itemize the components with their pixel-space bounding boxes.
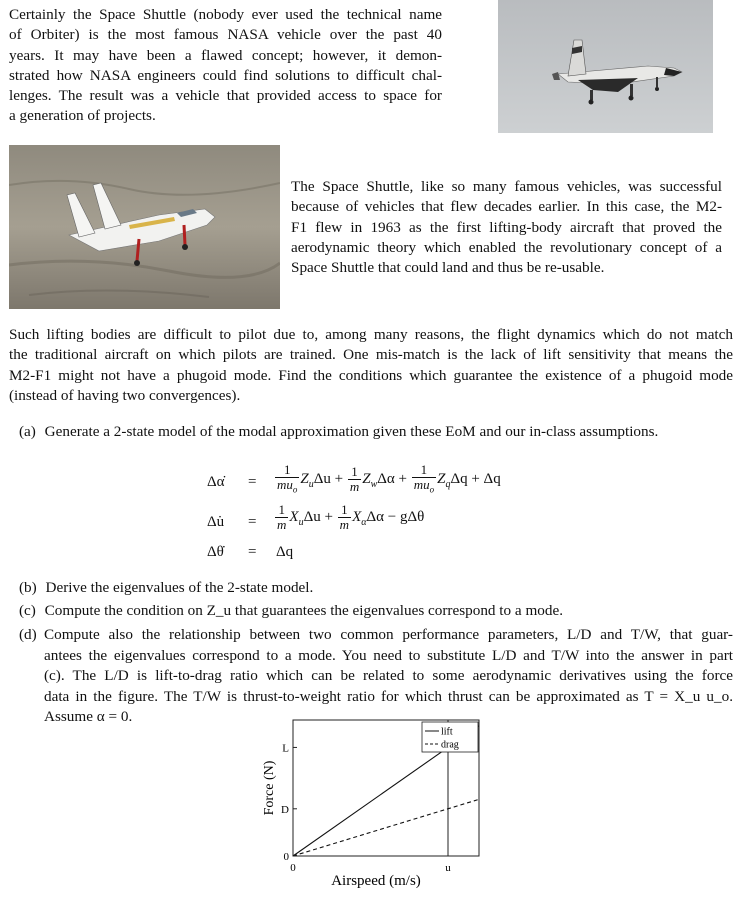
- text-line: Space Shuttle that could land and thus be re-usable.: [291, 259, 605, 277]
- chart-svg: [255, 715, 485, 890]
- m2f1-paragraph: [291, 177, 722, 278]
- x-tick-label: 0: [290, 862, 296, 874]
- y-tick-label: L: [282, 742, 289, 755]
- legend-label-lift: lift: [441, 726, 453, 738]
- question-a: [19, 422, 733, 443]
- eom-lhs: Δθ̇: [207, 544, 224, 560]
- eom-rhs-2: $\frac{1}{m}$ $X_u\Delta u$ + $\frac{1}{m}$ $X_\alpha\Delta\alpha - g\Delta\theta$: [277, 502, 425, 532]
- text-line: because of vehicles that flew decades earlier. In this case, the M2-: [291, 198, 722, 216]
- text-line: antees the eigenvalues correspond to a mode. You need to substitute L/D and T/W into the answer in part: [44, 646, 733, 664]
- question-label: (b): [19, 579, 37, 596]
- eom-equals: =: [248, 474, 257, 490]
- m2f1-photo: [9, 145, 280, 309]
- text-line: data in the figure. The T/W is thrust-to-weight ratio for which thrust can be approximated as T = X_u u_o.: [44, 687, 733, 705]
- text-line: a generation of projects.: [9, 107, 156, 125]
- question-text: Compute the condition on Z_u that guarantees the eigenvalues correspond to a mode.: [44, 602, 563, 619]
- text-line: Assume α = 0.: [44, 708, 133, 725]
- text-line: years. It may have been a flawed concept; however, it demon-: [9, 46, 442, 64]
- text-line: (c). The L/D is lift-to-drag ratio which can be related to some aerodynamic derivatives using the force: [44, 667, 733, 684]
- x-tick-label: u: [445, 862, 451, 874]
- text-line: Certainly the Space Shuttle (nobody ever used the technical name: [9, 6, 442, 23]
- eom-rhs-1: $\frac{1}{mu_o}$ $Z_u\Delta u$ + $\frac{1}{m}$ $Z_w\Delta\alpha$ + $\frac{1}{mu_o}$ $Z_q\Delta q + \Delta q$: [277, 462, 501, 495]
- question-label: (d): [19, 626, 37, 643]
- text-line: Compute also the relationship between two common performance parameters, L/D and T/W, that guar-: [44, 626, 733, 643]
- text-line: (instead of having two convergences).: [9, 386, 241, 404]
- legend-label-drag: drag: [441, 739, 459, 751]
- text-line: F1 flew in 1963 as the first lifting-body aircraft that proved the: [291, 218, 722, 236]
- text-line: aerodynamic theory which enabled the revolutionary concept of a: [291, 238, 722, 256]
- question-text: Derive the eigenvalues of the 2-state model.: [45, 579, 314, 596]
- force-airspeed-chart: [255, 715, 485, 890]
- text-line: lenges. The result was a vehicle that provided access to space for: [9, 87, 442, 105]
- eom-rhs-3: Δq: [276, 544, 294, 560]
- text-line: M2-F1 might not have a phugoid mode. Find the conditions which guarantee the existence of a phugoid mode: [9, 366, 733, 384]
- text-line: the traditional aircraft on which pilots are trained. One mis-match is the lack of lift sensitivity that means the: [9, 346, 733, 364]
- question-label: (a): [19, 423, 36, 440]
- question-b: [19, 578, 733, 599]
- eom-lhs: Δα̇: [207, 474, 225, 490]
- eom-lhs: Δu̇: [207, 514, 225, 530]
- question-label: (c): [19, 602, 36, 619]
- text-line: Such lifting bodies are difficult to pilot due to, among many reasons, the flight dynamics which do not match: [9, 326, 733, 343]
- y-axis-label: Force (N): [262, 760, 277, 816]
- question-text: Generate a 2-state model of the modal approximation given these EoM and our in-class assumptions.: [44, 423, 659, 440]
- y-tick-label: D: [281, 803, 289, 816]
- x-axis-label: Airspeed (m/s): [331, 873, 421, 889]
- series-line-drag: [293, 799, 479, 856]
- question-d: [19, 625, 733, 728]
- text-line: strated how NASA engineers could find solutions to difficult chal-: [9, 66, 442, 84]
- eom-equals: =: [248, 514, 257, 530]
- problem-paragraph: [9, 325, 733, 406]
- text-line: The Space Shuttle, like so many famous vehicles, was successful: [291, 178, 722, 195]
- eom-equals: =: [248, 544, 257, 560]
- y-tick-label: 0: [283, 851, 289, 863]
- question-c: [19, 601, 733, 622]
- intro-paragraph: [9, 5, 442, 127]
- space-shuttle-photo: [498, 0, 713, 133]
- text-line: of Orbiter) is the most famous NASA vehicle over the past 40: [9, 26, 442, 44]
